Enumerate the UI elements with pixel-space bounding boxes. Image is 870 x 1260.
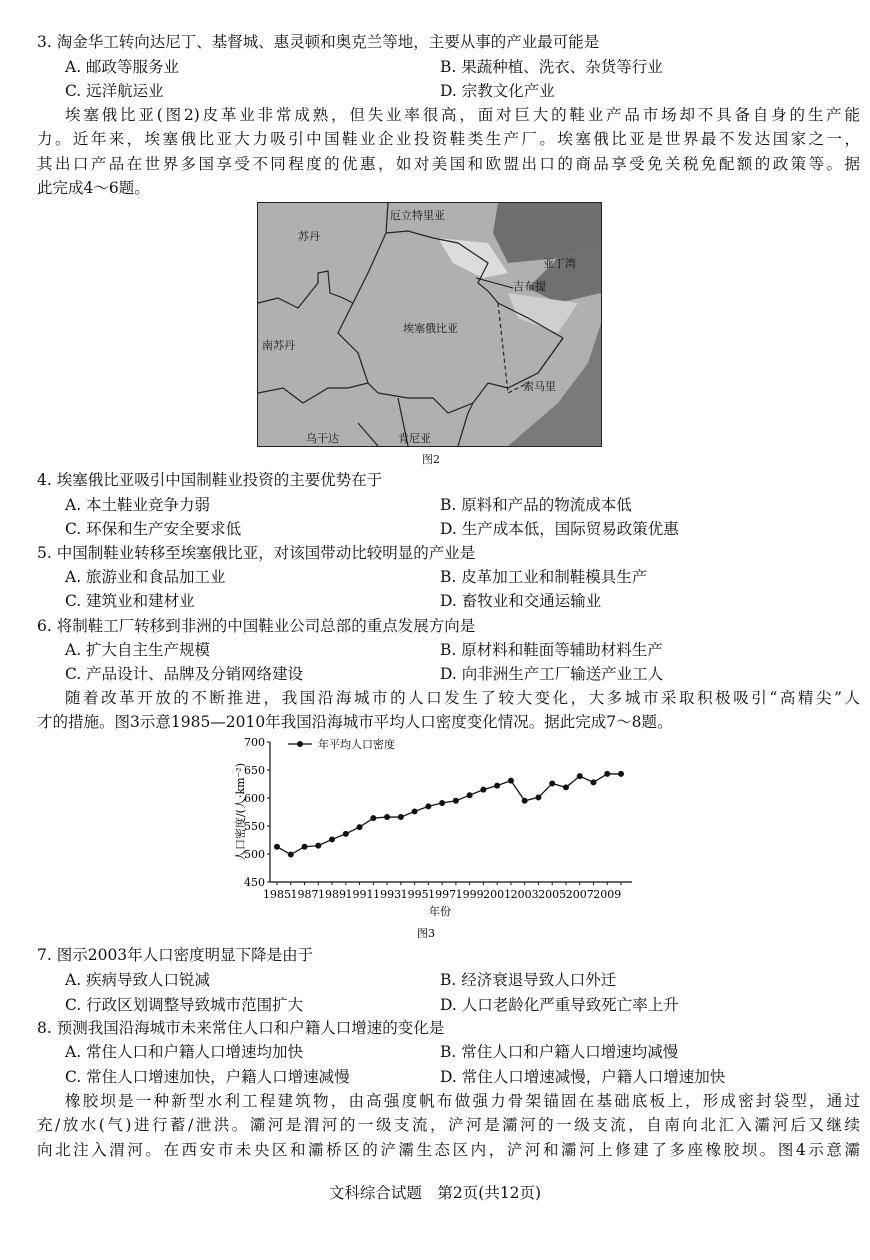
data-point [508, 778, 514, 784]
series-line [277, 774, 621, 855]
y-tick-label: 550 [244, 820, 265, 833]
x-tick-label: 1993 [373, 888, 402, 901]
data-point [535, 794, 541, 800]
question-3-stem: 3. 淘金华工转向达尼丁、基督城、惠灵顿和奥克兰等地，主要从事的产业最可能是 [37, 33, 600, 51]
q5-option-d: D. 畜牧业和交通运输业 [440, 592, 602, 610]
x-tick-label: 1989 [318, 888, 347, 901]
label-eritrea: 厄立特里亚 [390, 209, 445, 222]
label-south-sudan: 南苏丹 [262, 339, 295, 352]
x-axis-label: 年份 [429, 905, 451, 918]
q5-option-c: C. 建筑业和建材业 [65, 592, 195, 610]
q7-option-b: B. 经济衰退导致人口外迁 [440, 971, 617, 989]
data-point [370, 815, 376, 821]
label-ethiopia: 埃塞俄比亚 [403, 322, 458, 335]
q7-option-c: C. 行政区划调整导致城市范围扩大 [65, 996, 304, 1014]
q6-option-c: C. 产品设计、品牌及分销网络建设 [65, 665, 304, 683]
q5-option-b: B. 皮革加工业和制鞋模具生产 [440, 568, 648, 586]
label-kenya: 肯尼亚 [398, 432, 431, 445]
data-point [494, 783, 500, 789]
data-point [480, 787, 486, 793]
label-somalia: 索马里 [523, 380, 556, 393]
data-point [618, 771, 624, 777]
q3-option-b: B. 果蔬种植、洗衣、杂货等行业 [440, 58, 663, 76]
question-6-stem: 6. 将制鞋工厂转移到非洲的中国鞋业公司总部的重点发展方向是 [37, 617, 476, 635]
q6-option-d: D. 向非洲生产工厂输送产业工人 [440, 665, 664, 683]
data-point [453, 798, 459, 804]
y-tick-label: 450 [244, 876, 265, 889]
label-djibouti: 吉布提 [513, 280, 546, 293]
question-4-stem: 4. 埃塞俄比亚吸引中国制鞋业投资的主要优势在于 [37, 471, 383, 489]
label-sudan: 苏丹 [298, 230, 320, 243]
data-point [590, 779, 596, 785]
q8-option-b: B. 常住人口和户籍人口增速均减慢 [440, 1043, 679, 1061]
data-point [467, 792, 473, 798]
question-7-stem: 7. 图示2003年人口密度明显下降是由于 [37, 946, 314, 964]
data-point [288, 852, 294, 858]
q4-option-a: A. 本土鞋业竞争力弱 [65, 496, 211, 514]
x-tick-label: 2003 [510, 888, 539, 901]
passage-2-line: 随着改革开放的不断推进，我国沿海城市的人口发生了较大变化，大多城市采取积极吸引“高精尖”人 [65, 689, 860, 707]
data-point [604, 771, 610, 777]
label-gulf-of-aden: 亚丁湾 [543, 257, 576, 270]
x-tick-label: 1985 [263, 888, 291, 901]
page-footer: 文科综合试题 第2页(共12页) [328, 1184, 542, 1202]
data-point [302, 844, 308, 850]
x-tick-label: 2001 [483, 888, 512, 901]
q4-option-b: B. 原料和产品的物流成本低 [440, 496, 632, 514]
ethiopia-map [257, 202, 602, 447]
question-8-stem: 8. 预测我国沿海城市未来常住人口和户籍人口增速的变化是 [37, 1019, 445, 1037]
x-tick-label: 1997 [428, 888, 457, 901]
data-point [577, 773, 583, 779]
q4-option-d: D. 生产成本低，国际贸易政策优惠 [440, 520, 679, 538]
data-point [384, 814, 390, 820]
x-tick-label: 1999 [455, 888, 484, 901]
y-tick-label: 600 [244, 792, 265, 805]
data-point [274, 844, 280, 850]
data-point [315, 843, 321, 849]
q7-option-a: A. 疾病导致人口锐减 [65, 971, 211, 989]
q7-option-d: D. 人口老龄化严重导致死亡率上升 [440, 996, 679, 1014]
passage-3-line: 充/放水(气)进行蓄/泄洪。灞河是渭河的一级支流，浐河是灞河的一级支流，自南向北汇入灞河后又继续 [37, 1116, 860, 1134]
y-tick-label: 650 [244, 764, 265, 777]
q6-option-b: B. 原材料和鞋面等辅助材料生产 [440, 641, 663, 659]
data-point [522, 798, 528, 804]
data-point [343, 831, 349, 837]
x-tick-label: 1987 [290, 888, 319, 901]
data-point [425, 803, 431, 809]
q5-option-a: A. 旅游业和食品加工业 [65, 568, 226, 586]
q3-option-c: C. 远洋航运业 [65, 82, 164, 100]
passage-1-line: 埃塞俄比亚(图2)皮革业非常成熟，但失业率很高，面对巨大的鞋业产品市场却不具备自身的生产能 [65, 106, 860, 124]
q8-option-c: C. 常住人口增速加快，户籍人口增速减慢 [65, 1068, 350, 1086]
q6-option-a: A. 扩大自主生产规模 [65, 641, 211, 659]
q3-option-d: D. 宗教文化产业 [440, 82, 555, 100]
passage-3-line: 橡胶坝是一种新型水利工程建筑物，由高强度帆布做强力骨架锚固在基础底板上，形成密封袋型，通过 [65, 1092, 860, 1110]
q3-option-a: A. 邮政等服务业 [65, 58, 180, 76]
data-point [412, 808, 418, 814]
data-point [563, 784, 569, 790]
q8-option-a: A. 常住人口和户籍人口增速均加快 [65, 1043, 304, 1061]
data-point [398, 814, 404, 820]
passage-1-line: 力。近年来，埃塞俄比亚大力吸引中国鞋业企业投资鞋类生产厂。埃塞俄比亚是世界最不发达国家之一， [37, 130, 860, 148]
q4-option-c: C. 环保和生产安全要求低 [65, 520, 242, 538]
x-tick-label: 2007 [565, 888, 594, 901]
y-tick-label: 500 [244, 848, 265, 861]
legend-marker [297, 741, 303, 747]
x-tick-label: 1995 [400, 888, 429, 901]
data-point [439, 800, 445, 806]
passage-3-line: 向北注入渭河。在西安市未央区和灞桥区的浐灞生态区内，浐河和灞河上修建了多座橡胶坝。图4示意灞 [37, 1141, 860, 1159]
y-tick-label: 700 [244, 736, 265, 749]
q8-option-d: D. 常住人口增速减慢，户籍人口增速加快 [440, 1068, 726, 1086]
passage-2-line: 才的措施。图3示意1985—2010年我国沿海城市平均人口密度变化情况。据此完成7～8题。 [37, 713, 673, 731]
x-tick-label: 2009 [593, 888, 622, 901]
x-tick-label: 1991 [345, 888, 374, 901]
x-tick-label: 2005 [538, 888, 567, 901]
question-5-stem: 5. 中国制鞋业转移至埃塞俄比亚，对该国带动比较明显的产业是 [37, 544, 476, 562]
population-density-chart [230, 732, 650, 947]
label-uganda: 乌干达 [306, 432, 339, 445]
passage-1-line: 其出口产品在世界多国享受不同程度的优惠，如对美国和欧盟出口的商品享受免关税免配额的政策等。据 [37, 155, 860, 173]
figure-3-caption: 图3 [417, 927, 435, 940]
data-point [357, 824, 363, 830]
data-point [329, 836, 335, 842]
data-point [549, 780, 555, 786]
y-axis-label: 人口密度/(人·km⁻²) [234, 762, 247, 862]
legend-label: 年平均人口密度 [318, 738, 395, 751]
figure-2-caption: 图2 [422, 453, 440, 466]
passage-1-line: 此完成4～6题。 [37, 179, 150, 197]
